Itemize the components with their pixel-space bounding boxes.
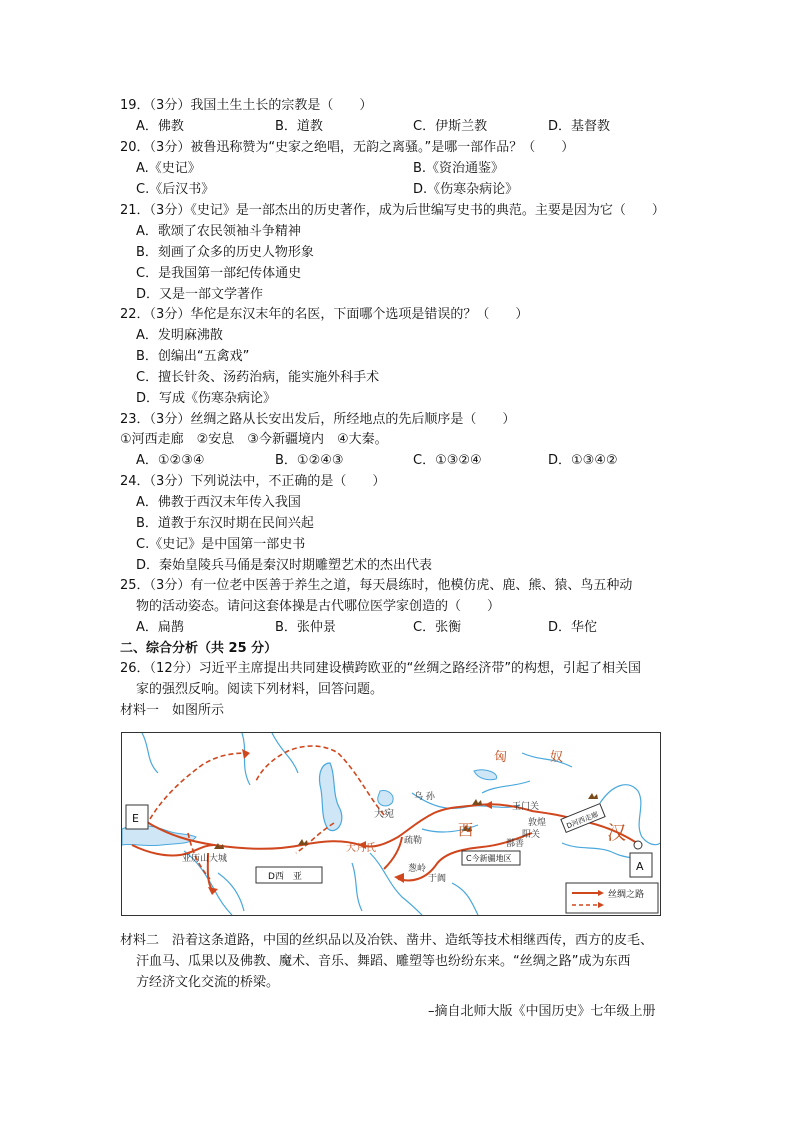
aral-sea bbox=[378, 791, 393, 806]
q22-option-c: C．擅长针灸、汤药治病，能实施外科手术 bbox=[136, 370, 380, 385]
question-23-items: ①河西走廊 ②安息 ③今新疆境内 ④大秦。 bbox=[120, 432, 388, 447]
map-label-han: 汉 bbox=[607, 822, 627, 844]
river-12 bbox=[522, 753, 572, 767]
q20-option-c: C.《后汉书》 bbox=[136, 182, 215, 197]
arrow-south bbox=[394, 873, 404, 883]
river-2 bbox=[242, 733, 250, 785]
q19-option-d: D．基督教 bbox=[548, 119, 611, 134]
question-22-stem: 22．（3分）华佗是东汉末年的名医，下面哪个选项是错误的？（ ） bbox=[120, 307, 529, 322]
arrow-north bbox=[242, 749, 250, 759]
map-label-xi: 西 bbox=[458, 821, 474, 839]
question-26-stem: 26．（12分）习近平主席提出共同建设横跨欧亚的“丝绸之路经济带”的构想，引起了相关国 bbox=[120, 661, 642, 676]
map-label-xiongnu-1: 匈 bbox=[494, 750, 508, 765]
question-19-stem: 19．（3分）我国土生土长的宗教是（ ） bbox=[120, 98, 373, 113]
q21-option-b: B．刻画了众多的历史人物形象 bbox=[136, 245, 314, 260]
river-11 bbox=[352, 863, 362, 911]
q22-option-b: B．创编出“五禽戏” bbox=[136, 349, 250, 364]
map-label-dunhuang: 敦煌 bbox=[528, 818, 547, 828]
question-23-stem: 23．（3分）丝绸之路从长安出发后，所经地点的先后顺序是（ ） bbox=[120, 412, 516, 427]
river-10 bbox=[370, 853, 422, 915]
river-1 bbox=[142, 733, 158, 773]
map-label-shanshan: 鄯善 bbox=[506, 839, 525, 849]
q23-option-b: B．①②④③ bbox=[275, 453, 344, 468]
map-label-hexi: D河西走廊 bbox=[565, 810, 600, 831]
q20-option-a: A.《史记》 bbox=[136, 161, 201, 176]
q21-option-a: A．歌颂了农民领袖斗争精神 bbox=[136, 224, 301, 239]
material-two-line-3: 方经济文化交流的桥梁。 bbox=[136, 975, 280, 990]
question-21-stem: 21．（3分）《史记》是一部杰出的历史著作，成为后世编写史书的典范。主要是因为它（ ） bbox=[120, 203, 665, 218]
arrow-east bbox=[484, 801, 492, 809]
caspian-sea bbox=[319, 763, 341, 831]
q19-option-a: A．佛教 bbox=[136, 119, 184, 134]
material-two-line-2: 汗血马、瓜果以及佛教、魔术、音乐、舞蹈、雕塑等也纷纷东来。“丝绸之路”成为东西 bbox=[136, 954, 631, 969]
q25-option-d: D．华佗 bbox=[548, 620, 598, 635]
q20-option-d: D.《伤寒杂病论》 bbox=[413, 182, 519, 197]
caravan-2 bbox=[298, 839, 308, 845]
northern-route-west bbox=[150, 753, 248, 819]
river-7 bbox=[218, 873, 244, 911]
q22-option-a: A．发明麻沸散 bbox=[136, 328, 223, 343]
question-20-stem: 20．（3分）被鲁迅称赞为“史家之绝唱，无韵之离骚。”是哪一部作品？（ ） bbox=[120, 140, 575, 155]
map-label-shule: 疏勒 bbox=[404, 836, 423, 846]
q24-option-b: B．道教于东汉时期在民间兴起 bbox=[136, 516, 314, 531]
material-one-label: 材料一 如图所示 bbox=[120, 703, 225, 718]
caravan-5 bbox=[588, 793, 598, 799]
q24-option-c: C.《史记》是中国第一部史书 bbox=[136, 537, 306, 552]
q23-option-a: A．①②③④ bbox=[136, 453, 205, 468]
q24-option-a: A．佛教于西汉末年传入我国 bbox=[136, 495, 301, 510]
material-source: –摘自北师大版《中国历史》七年级上册 bbox=[428, 1004, 656, 1019]
q25-option-a: A．扁鹊 bbox=[136, 620, 184, 635]
q23-option-c: C．①③②④ bbox=[413, 453, 482, 468]
q21-option-d: D．又是一部文学著作 bbox=[136, 287, 264, 302]
question-25-stem: 25．（3分）有一位老中医善于养生之道，每天晨练时，他模仿虎、鹿、熊、猿、鸟五种动 bbox=[120, 578, 633, 593]
river-13 bbox=[452, 883, 478, 915]
map-label-congling: 葱岭 bbox=[408, 864, 427, 874]
q22-option-d: D．写成《伤寒杂病论》 bbox=[136, 391, 277, 406]
map-label-e: E bbox=[132, 812, 139, 825]
material-two-line-1: 材料二 沿着这条道路，中国的丝织品以及冶铁、凿井、造纸等技术相继西传，西方的皮毛、 bbox=[120, 933, 654, 948]
changan-marker bbox=[634, 841, 642, 849]
map-label-xiongnu-2: 奴 bbox=[550, 750, 564, 765]
q25-option-b: B．张仲景 bbox=[275, 620, 336, 635]
question-26-stem-cont: 家的强烈反响。阅读下列材料，回答问题。 bbox=[136, 682, 384, 697]
map-legend bbox=[566, 883, 658, 913]
map-label-yumenguan: 玉门关 bbox=[512, 802, 540, 812]
map-label-alexandria: 亚历山大城 bbox=[182, 854, 228, 864]
map-label-yutian: 于阗 bbox=[428, 874, 447, 884]
q23-option-d: D．①③④② bbox=[548, 453, 618, 468]
hexi-box bbox=[561, 804, 605, 833]
map-label-xinjiang: C今新疆地区 bbox=[466, 854, 512, 863]
q21-option-c: C．是我国第一部纪传体通史 bbox=[136, 266, 302, 281]
river-8 bbox=[482, 781, 530, 793]
lake-balkhash bbox=[474, 770, 497, 780]
silk-road-map bbox=[121, 732, 661, 916]
q19-option-b: B．道教 bbox=[275, 119, 323, 134]
q25-option-c: C．张衡 bbox=[413, 620, 462, 635]
map-label-a: A bbox=[636, 860, 644, 873]
q20-option-b: B.《资治通鉴》 bbox=[413, 161, 505, 176]
question-24-stem: 24．（3分）下列说法中，不正确的是（ ） bbox=[120, 474, 386, 489]
legend-silk-road-label: 丝绸之路 bbox=[608, 890, 645, 900]
map-label-yangguan: 阳关 bbox=[522, 830, 541, 840]
q19-option-c: C．伊斯兰教 bbox=[413, 119, 488, 134]
map-label-wusun: 乌 孙 bbox=[414, 792, 435, 802]
question-25-stem-cont: 物的活动姿态。请问这套体操是古代哪位医学家创造的（ ） bbox=[136, 599, 501, 614]
map-label-dawan: 大宛 bbox=[374, 809, 394, 820]
map-label-dayuezhi: 大月氏 bbox=[346, 843, 376, 854]
map-label-westasia: D西 亚 bbox=[268, 872, 302, 882]
section-heading: 二、综合分析（共 25 分） bbox=[120, 641, 278, 656]
caravan-3 bbox=[472, 799, 482, 805]
map-graphic bbox=[122, 733, 660, 915]
q24-option-d: D．秦始皇陵兵马俑是秦汉时期雕塑艺术的杰出代表 bbox=[136, 558, 433, 573]
